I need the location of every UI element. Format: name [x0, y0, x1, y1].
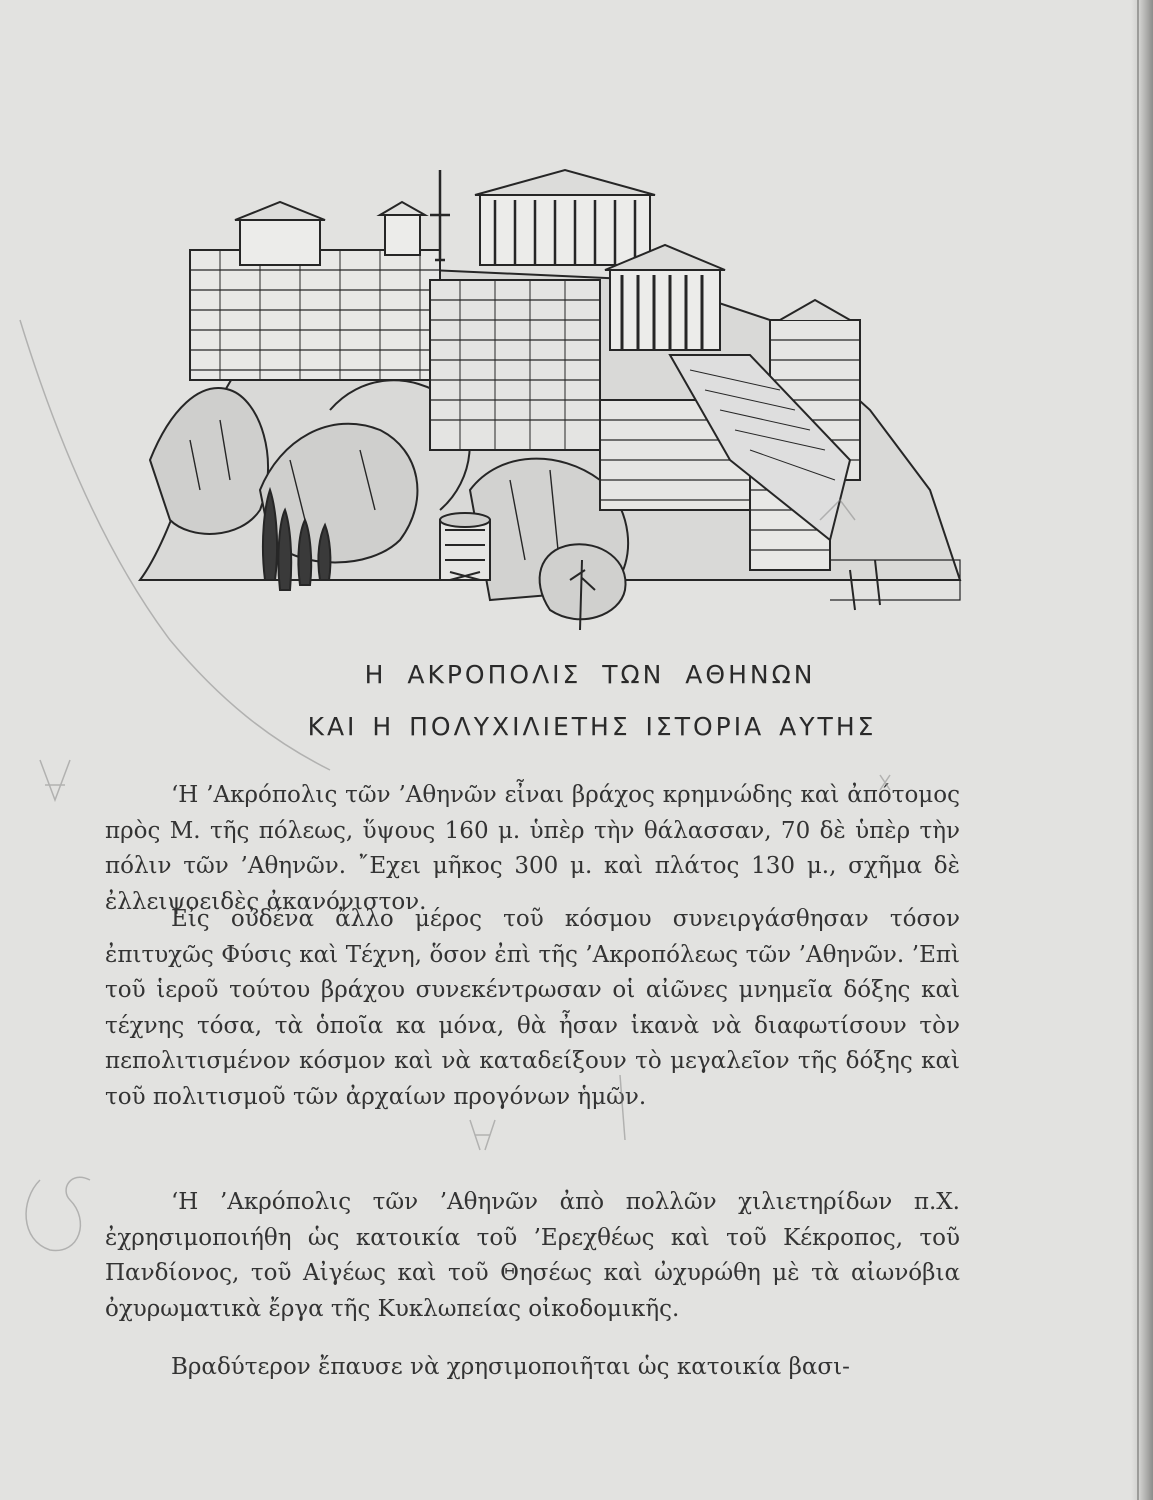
heading-line-2: ΚΑΙ Η ΠΟΛΥΧΙΛΙΕΤΗΣ ΙΣΤΟΡΙΑ ΑΥΤΗΣ — [307, 712, 877, 741]
body-paragraph-1 — [105, 778, 960, 920]
paragraph-text: ‘Η ’Ακρόπολις τῶν ’Αθηνῶν εἶναι βράχος κρημνώδης καὶ ἀπότομος πρὸς Μ. τῆς πόλεως, ὕψους 160 μ. ὑπὲρ τὴν θάλασσαν, 70 δὲ ὑπὲρ τὴν πόλιν τῶν ’Αθηνῶν. ῎Εχει μῆκος 300 μ. καὶ πλάτος 130 μ., σχῆμα δὲ ἐλλειψοειδὲς ἀκανόνιστον. — [105, 782, 960, 915]
acropolis-illustration — [130, 160, 970, 640]
body-paragraph-4 — [105, 1350, 960, 1386]
paragraph-text: Βραδύτερον ἔπαυσε νὰ χρησιμοποιῆται ὡς κατοικία βασι- — [171, 1354, 850, 1380]
body-paragraph-3 — [105, 1185, 960, 1327]
body-paragraph-2 — [105, 902, 960, 1115]
page-edge-line — [1137, 0, 1139, 1500]
page-edge-shadow — [1131, 0, 1153, 1500]
paragraph-text: Εἰς οὐδένα ἄλλο μέρος τοῦ κόσμου συνειργάσθησαν τόσον ἐπιτυχῶς Φύσις καὶ Τέχνη, ὅσον ἐπὶ τῆς ’Ακροπόλεως τῶν ’Αθηνῶν. ’Επὶ τοῦ ἱεροῦ τούτου βράχου συνεκέντρωσαν οἱ αἰῶνες μνημεῖα δόξης καὶ τέχνης τόσα, τὰ ὁποῖα κα μόνα, θὰ ἦσαν ἱκανὰ νὰ διαφωτίσουν τὸν πεπολιτισμένον κόσμον καὶ νὰ καταδείξουν τὸ μεγαλεῖον τῆς δόξης καὶ τοῦ πολιτισμοῦ τῶν ἀρχαίων προγόνων ἡμῶν. — [105, 906, 960, 1110]
paragraph-text: ‘Η ’Ακρόπολις τῶν ’Αθηνῶν ἀπὸ πολλῶν χιλιετηρίδων π.Χ. ἐχρησιμοποιήθη ὡς κατοικία τοῦ ’Ερεχθέως καὶ τοῦ Κέκροπος, τοῦ Πανδίονος, τοῦ Αἰγέως καὶ τοῦ Θησέως καὶ ὠχυρώθη μὲ τὰ αἰωνόβια ὀχυρωματικὰ ἔργα τῆς Κυκλωπείας οἰκοδομικῆς. — [105, 1189, 960, 1322]
heading-line-1: Η ΑΚΡΟΠΟΛΙΣ ΤΩΝ ΑΘΗΝΩΝ — [364, 660, 816, 689]
